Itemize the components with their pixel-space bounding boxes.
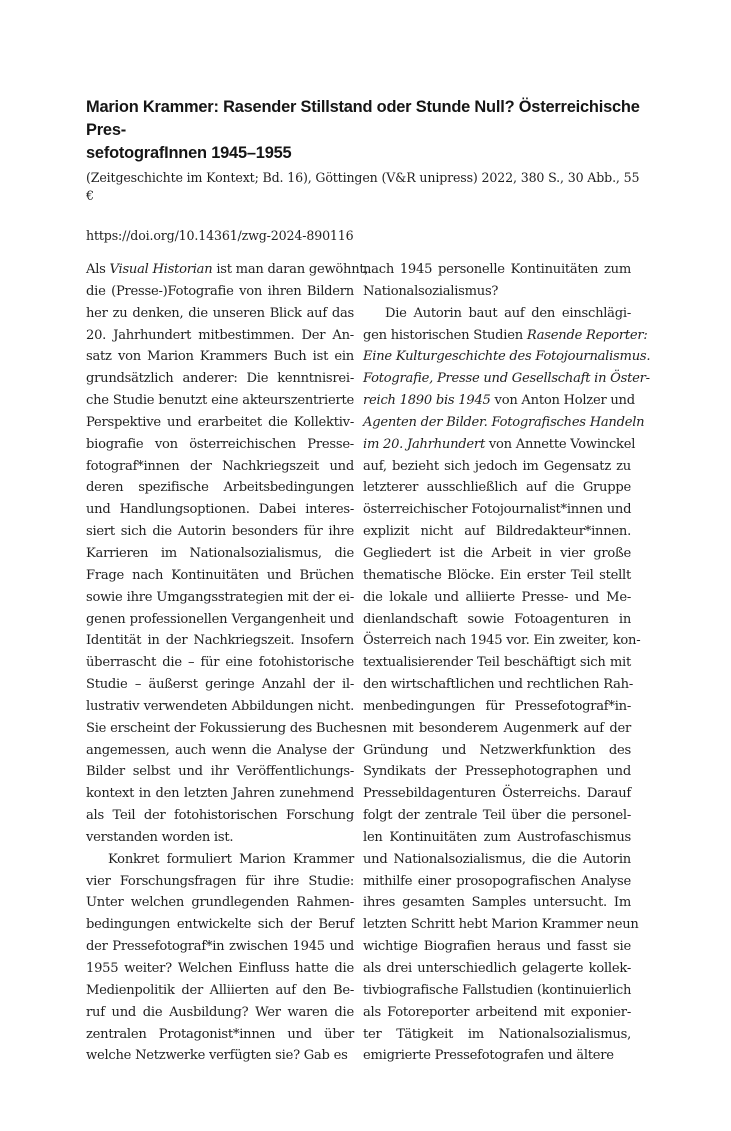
body-text-line: ruf und die Ausbildung? Wer waren die: [86, 1004, 354, 1020]
body-text-line: lustrativ verwendeten Abbildungen nicht.: [86, 698, 354, 714]
body-text-line: welche Netzwerke verfügten sie? Gab es: [86, 1048, 348, 1064]
text-column-left: [86, 259, 369, 1067]
body-text-line: dienlandschaft sowie Fotoagenturen in: [363, 611, 631, 627]
body-text-line: reich 1890 bis 1945 von Anton Holzer und: [363, 393, 635, 409]
body-text-line: menbedingungen für Pressefotograf*in-: [363, 698, 631, 714]
body-text-line: sowie ihre Umgangsstrategien mit der ei-: [86, 589, 354, 605]
body-text-line: gen historischen Studien Rasende Reporter:: [363, 327, 648, 343]
body-text-line: Medienpolitik der Alliierten auf den Be-: [86, 982, 354, 998]
body-text-line: Perspektive und erarbeitet die Kollektiv-: [86, 414, 354, 430]
body-text-line: Studie – äußerst geringe Anzahl der il-: [86, 677, 354, 693]
body-text-line: Unter welchen grundlegenden Rahmen-: [86, 895, 354, 911]
body-text-line: thematische Blöcke. Ein erster Teil stellt: [363, 567, 631, 583]
body-text-line: fotograf*innen der Nachkriegszeit und: [86, 458, 354, 474]
body-text-line: explizit nicht auf Bildredakteur*innen.: [363, 524, 631, 540]
review-title: [86, 96, 646, 165]
body-text-line: Nationalsozialismus?: [363, 283, 499, 299]
body-text-line: Konkret formuliert Marion Krammer: [108, 851, 354, 867]
body-text-line: Österreich nach 1945 vor. Ein zweiter, kon-: [363, 633, 641, 649]
body-text-line: als Fotoreporter arbeitend mit exponier-: [363, 1004, 631, 1020]
body-text-line: Die Autorin baut auf den einschlägi-: [385, 305, 631, 321]
cited-title: Eine Kulturgeschichte des Fotojournalismus.: [363, 349, 651, 365]
body-text-line: siert sich die Autorin besonders für ihre: [86, 524, 354, 540]
body-text-line: Identität in der Nachkriegszeit. Insofern: [86, 633, 354, 649]
body-text-line: 1955 weiter? Welchen Einfluss hatte die: [86, 961, 354, 976]
body-text-line: angemessen, auch wenn die Analyse der: [86, 742, 354, 758]
body-text-line: textualisierender Teil beschäftigt sich mit: [363, 655, 631, 671]
body-text-line: im 20. Jahrhundert von Annette Vowinckel: [363, 436, 636, 452]
cited-title: Fotografie, Presse und Gesellschaft in Öster-: [363, 371, 650, 387]
body-text-line: biografie von österreichischen Presse-: [86, 436, 354, 452]
body-text-line: die lokale und alliierte Presse- und Me-: [363, 589, 631, 605]
body-text-line: Als Visual Historian ist man daran gewöhnt,: [86, 262, 369, 277]
text-column-right: [363, 259, 651, 1067]
cited-title: Rasende Reporter:: [526, 327, 648, 343]
body-text-line: als drei unterschiedlich gelagerte kollek-: [363, 961, 631, 976]
body-text-line: Pressebildagenturen Österreichs. Darauf: [363, 786, 631, 802]
cited-title: reich 1890 bis 1945: [363, 393, 491, 409]
body-text-line: len Kontinuitäten zum Austrofaschismus: [363, 829, 631, 845]
body-text-line: ter Tätigkeit im Nationalsozialismus,: [363, 1026, 631, 1042]
doi-link[interactable]: https://doi.org/10.14361/zwg-2024-890116: [86, 228, 354, 243]
body-text-line: wichtige Biografien heraus und fasst sie: [363, 939, 631, 955]
body-text-line: vier Forschungsfragen für ihre Studie:: [86, 873, 354, 889]
body-text-line: deren spezifische Arbeitsbedingungen: [86, 480, 354, 496]
body-text-line: genen professionellen Vergangenheit und: [86, 611, 354, 627]
body-text-line: folgt der zentrale Teil über die personel-: [363, 808, 631, 824]
body-text-line: grundsätzlich anderer: Die kenntnisrei-: [86, 371, 354, 387]
body-text-line: zentralen Protagonist*innen und über: [86, 1026, 354, 1042]
body-text-line: den wirtschaftlichen und rechtlichen Rah-: [363, 677, 634, 693]
body-text-line: und Nationalsozialismus, die die Autorin: [363, 851, 631, 867]
body-text-line: österreichischer Fotojournalist*innen und: [363, 502, 632, 518]
body-text-line: nach 1945 personelle Kontinuitäten zum: [363, 262, 631, 277]
body-text-line: der Pressefotograf*in zwischen 1945 und: [86, 939, 354, 955]
body-text-line: Sie erscheint der Fokussierung des Buches: [86, 720, 363, 736]
review-header: [86, 96, 646, 245]
cited-title: im 20. Jahrhundert: [363, 436, 485, 452]
body-text-line: Syndikats der Pressephotographen und: [363, 764, 631, 780]
body-text-line: Karrieren im Nationalsozialismus, die: [86, 545, 354, 561]
cited-title: Agenten der Bilder. Fotografisches Handeln: [363, 414, 645, 430]
body-text-line: her zu denken, die unseren Blick auf das: [86, 305, 354, 321]
body-text-line: und Handlungsoptionen. Dabei interes-: [86, 502, 354, 518]
body-text-line: 20. Jahrhundert mitbestimmen. Der An-: [86, 327, 354, 343]
cited-title: Visual Historian: [109, 262, 213, 277]
body-text-line: die (Presse-)Fotografie von ihren Bildern: [86, 283, 354, 299]
body-text-line: ihres gesamten Samples untersucht. Im: [363, 895, 631, 911]
body-text-line: Gründung und Netzwerkfunktion des: [363, 742, 631, 758]
body-text-line: überrascht die – für eine fotohistorische: [86, 655, 354, 671]
body-text-line: tivbiografische Fallstudien (kontinuierlich: [363, 982, 632, 998]
body-text-line: kontext in den letzten Jahren zunehmend: [86, 786, 354, 802]
body-text-line: [363, 346, 651, 368]
body-text-line: emigrierte Pressefotografen und ältere: [363, 1048, 614, 1064]
body-text-line: verstanden worden ist.: [86, 829, 234, 845]
review-title-line: Marion Krammer: Rasender Stillstand oder Stunde Null? Österreichische Pres-: [86, 98, 640, 139]
body-text-line: Frage nach Kontinuitäten und Brüchen: [86, 567, 354, 583]
body-text-line: bedingungen entwickelte sich der Beruf: [86, 917, 354, 933]
body-text-line: letzten Schritt hebt Marion Krammer neun: [363, 917, 639, 933]
body-text-line: letzterer ausschließlich auf die Gruppe: [363, 480, 631, 496]
body-text-line: satz von Marion Krammers Buch ist ein: [86, 349, 354, 365]
body-text-line: nen mit besonderem Augenmerk auf der: [363, 720, 631, 736]
body-text-line: Bilder selbst und ihr Veröffentlichungs-: [86, 764, 354, 780]
body-text-line: [363, 368, 650, 390]
body-text-line: che Studie benutzt eine akteurszentrierte: [86, 393, 354, 409]
review-title-line: sefotografInnen 1945–1955: [86, 144, 292, 162]
publication-details: (Zeitgeschichte im Kontext; Bd. 16), Göttingen (V&R unipress) 2022, 380 S., 30 Abb., 55 €: [86, 170, 640, 203]
body-text-line: mithilfe einer prosopografischen Analyse: [363, 873, 631, 889]
body-text-line: [363, 412, 645, 434]
body-text-line: auf, bezieht sich jedoch im Gegensatz zu: [363, 458, 631, 474]
body-text-line: Gegliedert ist die Arbeit in vier große: [363, 545, 631, 561]
body-text-line: als Teil der fotohistorischen Forschung: [86, 808, 354, 824]
